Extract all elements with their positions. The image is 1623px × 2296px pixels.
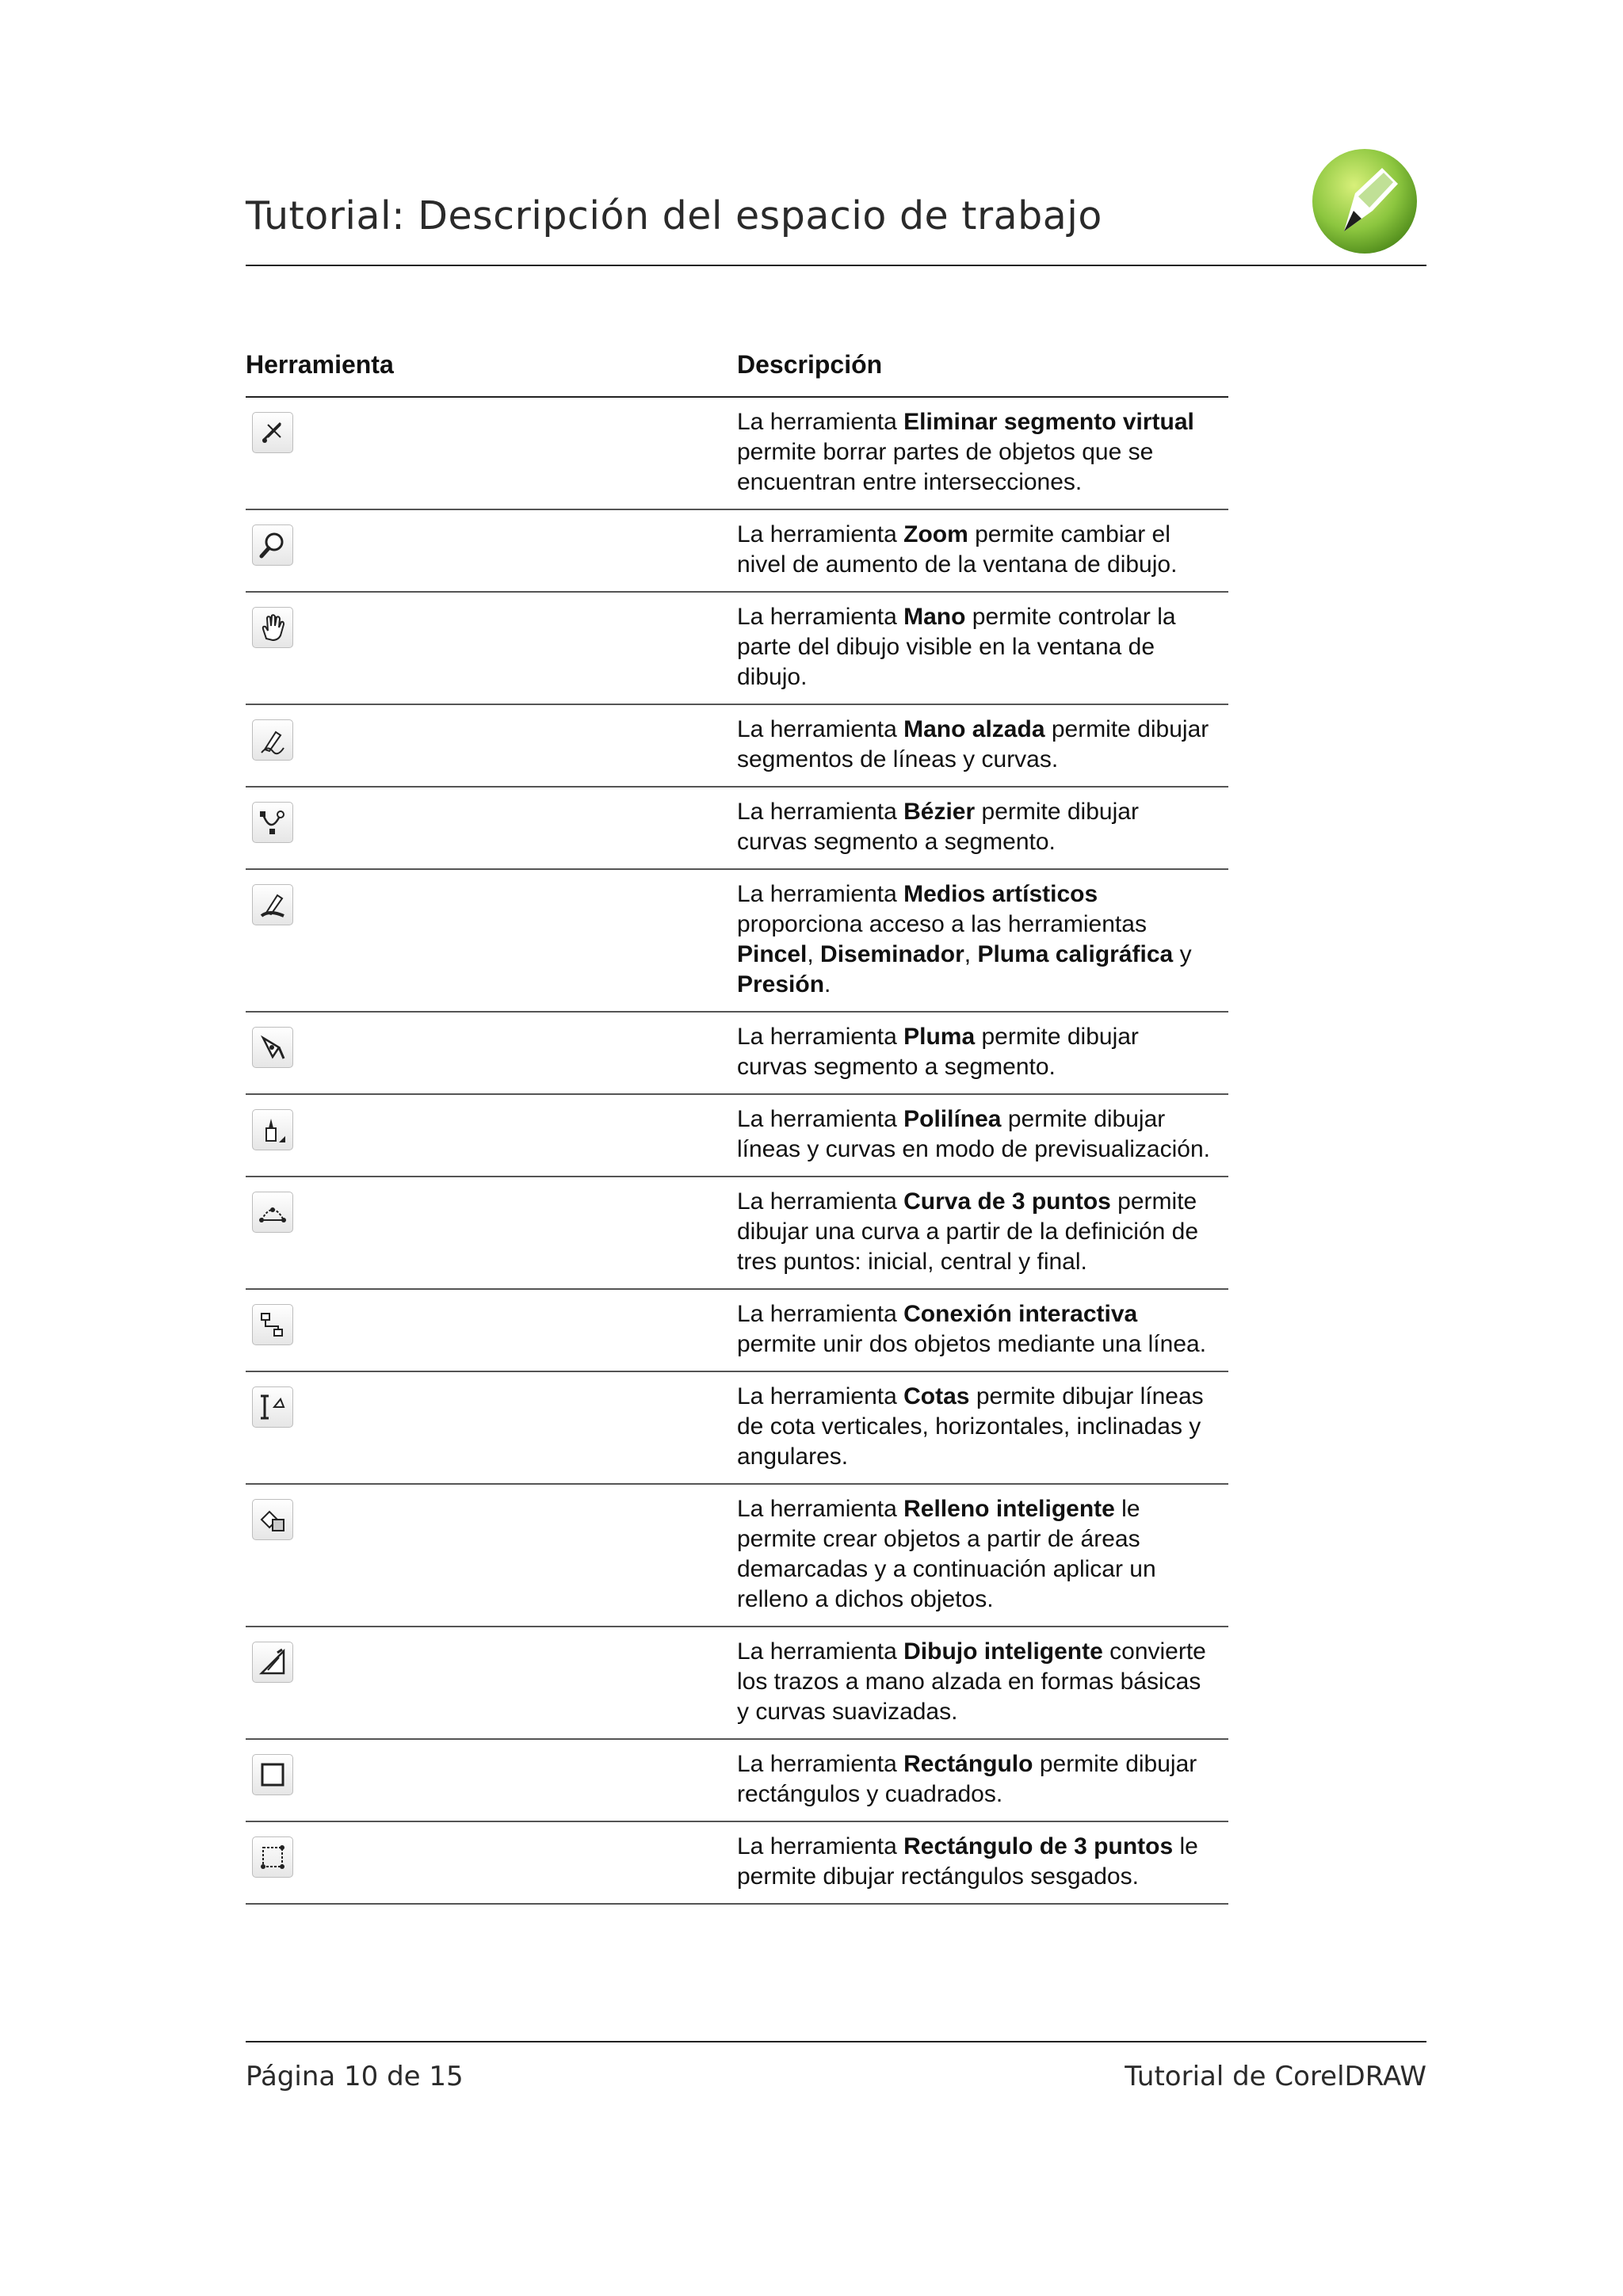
tool-description — [737, 510, 1212, 591]
description-text: La herramienta — [737, 716, 904, 742]
smart-fill-icon — [252, 1499, 293, 1540]
description-text: La herramienta — [737, 604, 904, 630]
description-text: La herramienta — [737, 1188, 904, 1215]
description-text: La herramienta — [737, 1833, 904, 1859]
description-text: y — [1173, 941, 1192, 967]
tool-icon-cell — [252, 884, 296, 929]
tool-name: Eliminar segmento virtual — [903, 409, 1194, 435]
description-text: La herramienta — [737, 1638, 904, 1665]
description-text: permite dibujar líneas y curvas en modo de previsualización. — [737, 1106, 1210, 1162]
description-text: La herramienta — [737, 1024, 904, 1050]
description-text: La herramienta — [737, 1383, 904, 1409]
3-point-curve-icon — [252, 1192, 293, 1233]
description-text: permite dibujar curvas segmento a segmento. — [737, 1024, 1139, 1080]
tool-description — [737, 705, 1212, 786]
hand-icon — [252, 607, 293, 648]
tool-name: Conexión interactiva — [903, 1301, 1138, 1327]
description-text: le permite dibujar rectángulos sesgados. — [737, 1833, 1198, 1890]
page-title: Tutorial: Descripción del espacio de trabajo — [246, 193, 1102, 238]
rectangle-icon — [252, 1754, 293, 1795]
tool-name: Medios artísticos — [903, 881, 1098, 907]
tool-icon-cell — [252, 1027, 296, 1071]
table-row — [246, 1095, 1228, 1177]
tool-icon-cell — [252, 1754, 296, 1798]
tool-description — [737, 593, 1212, 704]
tool-icon-cell — [252, 1642, 296, 1686]
tool-name: Mano alzada — [903, 716, 1045, 742]
tool-name: Polilínea — [903, 1106, 1002, 1132]
tool-name: Bézier — [903, 799, 976, 825]
description-text: permite controlar la parte del dibujo visible en la ventana de dibujo. — [737, 604, 1176, 690]
tool-description — [737, 1290, 1212, 1371]
tool-description — [737, 1740, 1212, 1821]
description-text: La herramienta — [737, 799, 904, 825]
tool-name: Relleno inteligente — [903, 1496, 1115, 1522]
3-point-rectangle-icon — [252, 1836, 293, 1878]
description-text: permite unir dos objetos mediante una línea. — [737, 1331, 1207, 1357]
column-header-description: Descripción — [737, 350, 883, 379]
tool-icon-cell — [252, 1386, 296, 1431]
table-row — [246, 1485, 1228, 1627]
tool-icon-cell — [252, 802, 296, 846]
table-row — [246, 1372, 1228, 1485]
table-header — [246, 341, 1228, 398]
tool-name: Diseminador — [820, 941, 964, 967]
description-text: permite cambiar el nivel de aumento de la ventana de dibujo. — [737, 521, 1178, 578]
table-row — [246, 1013, 1228, 1095]
table-row — [246, 1627, 1228, 1740]
tool-icon-cell — [252, 412, 296, 456]
document-name: Tutorial de CorelDRAW — [1125, 2061, 1426, 2092]
tool-name: Rectángulo — [903, 1751, 1033, 1777]
delete-virtual-segment-icon — [252, 412, 293, 453]
tool-description — [737, 1822, 1212, 1903]
description-text: La herramienta — [737, 521, 904, 547]
description-text: La herramienta — [737, 881, 904, 907]
header-divider — [246, 265, 1426, 266]
tool-icon-cell — [252, 524, 296, 569]
description-text: permite borrar partes de objetos que se encuentran entre intersecciones. — [737, 439, 1154, 495]
description-text: , — [964, 941, 978, 967]
table-body — [246, 398, 1228, 1905]
description-text: convierte los trazos a mano alzada en formas básicas y curvas suavizadas. — [737, 1638, 1206, 1725]
tool-description — [737, 1372, 1212, 1483]
footer-divider — [246, 2041, 1426, 2042]
table-row — [246, 1740, 1228, 1822]
description-text: proporciona acceso a las herramientas — [737, 911, 1147, 937]
tool-icon-cell — [252, 1192, 296, 1236]
tool-icon-cell — [252, 1109, 296, 1154]
bezier-icon — [252, 802, 293, 843]
tool-description — [737, 1627, 1212, 1738]
description-text: permite dibujar rectángulos y cuadrados. — [737, 1751, 1197, 1807]
column-header-tool: Herramienta — [246, 350, 394, 379]
tool-name: Pluma caligráfica — [977, 941, 1174, 967]
table-row — [246, 1822, 1228, 1905]
tool-description — [737, 1485, 1212, 1626]
tool-icon-cell — [252, 1304, 296, 1348]
tool-description — [737, 398, 1212, 509]
tool-description — [737, 1013, 1212, 1093]
description-text: permite dibujar curvas segmento a segmento. — [737, 799, 1139, 855]
zoom-icon — [252, 524, 293, 566]
tool-description — [737, 788, 1212, 868]
tools-table — [246, 341, 1228, 1905]
table-row — [246, 705, 1228, 788]
tool-name: Presión — [737, 971, 825, 997]
table-row — [246, 1290, 1228, 1372]
tool-icon-cell — [252, 719, 296, 764]
tool-name: Pincel — [737, 941, 808, 967]
tool-icon-cell — [252, 607, 296, 651]
tool-icon-cell — [252, 1836, 296, 1881]
description-text: La herramienta — [737, 1301, 904, 1327]
tool-name: Rectángulo de 3 puntos — [903, 1833, 1174, 1859]
pen-icon — [252, 1027, 293, 1068]
description-text: , — [807, 941, 821, 967]
tool-description — [737, 870, 1212, 1011]
tool-description — [737, 1095, 1212, 1176]
table-row — [246, 870, 1228, 1013]
description-text: La herramienta — [737, 1751, 904, 1777]
artistic-media-icon — [252, 884, 293, 925]
description-text: permite dibujar una curva a partir de la definición de tres puntos: inicial, central y final. — [737, 1188, 1199, 1275]
description-text: La herramienta — [737, 409, 904, 435]
tool-name: Mano — [903, 604, 966, 630]
tool-name: Curva de 3 puntos — [903, 1188, 1111, 1215]
description-text: La herramienta — [737, 1106, 904, 1132]
tool-name: Zoom — [903, 521, 968, 547]
interactive-connector-icon — [252, 1304, 293, 1345]
tool-name: Dibujo inteligente — [903, 1638, 1103, 1665]
description-text: . — [824, 971, 831, 997]
tool-name: Cotas — [903, 1383, 970, 1409]
polyline-icon — [252, 1109, 293, 1150]
table-row — [246, 593, 1228, 705]
tool-description — [737, 1177, 1212, 1288]
table-row — [246, 788, 1228, 870]
table-row — [246, 398, 1228, 510]
smart-drawing-icon — [252, 1642, 293, 1683]
page-number: Página 10 de 15 — [246, 2061, 464, 2092]
description-text: le permite crear objetos a partir de áreas demarcadas y a continuación aplicar un relleno a dichos objetos. — [737, 1496, 1156, 1612]
tool-name: Pluma — [903, 1024, 976, 1050]
tool-icon-cell — [252, 1499, 296, 1543]
coreldraw-logo-icon — [1309, 146, 1420, 257]
table-row — [246, 1177, 1228, 1290]
description-text: permite dibujar líneas de cota verticales, horizontales, inclinadas y angulares. — [737, 1383, 1204, 1470]
dimension-icon — [252, 1386, 293, 1428]
table-row — [246, 510, 1228, 593]
description-text: permite dibujar segmentos de líneas y curvas. — [737, 716, 1209, 772]
description-text: La herramienta — [737, 1496, 904, 1522]
freehand-icon — [252, 719, 293, 761]
